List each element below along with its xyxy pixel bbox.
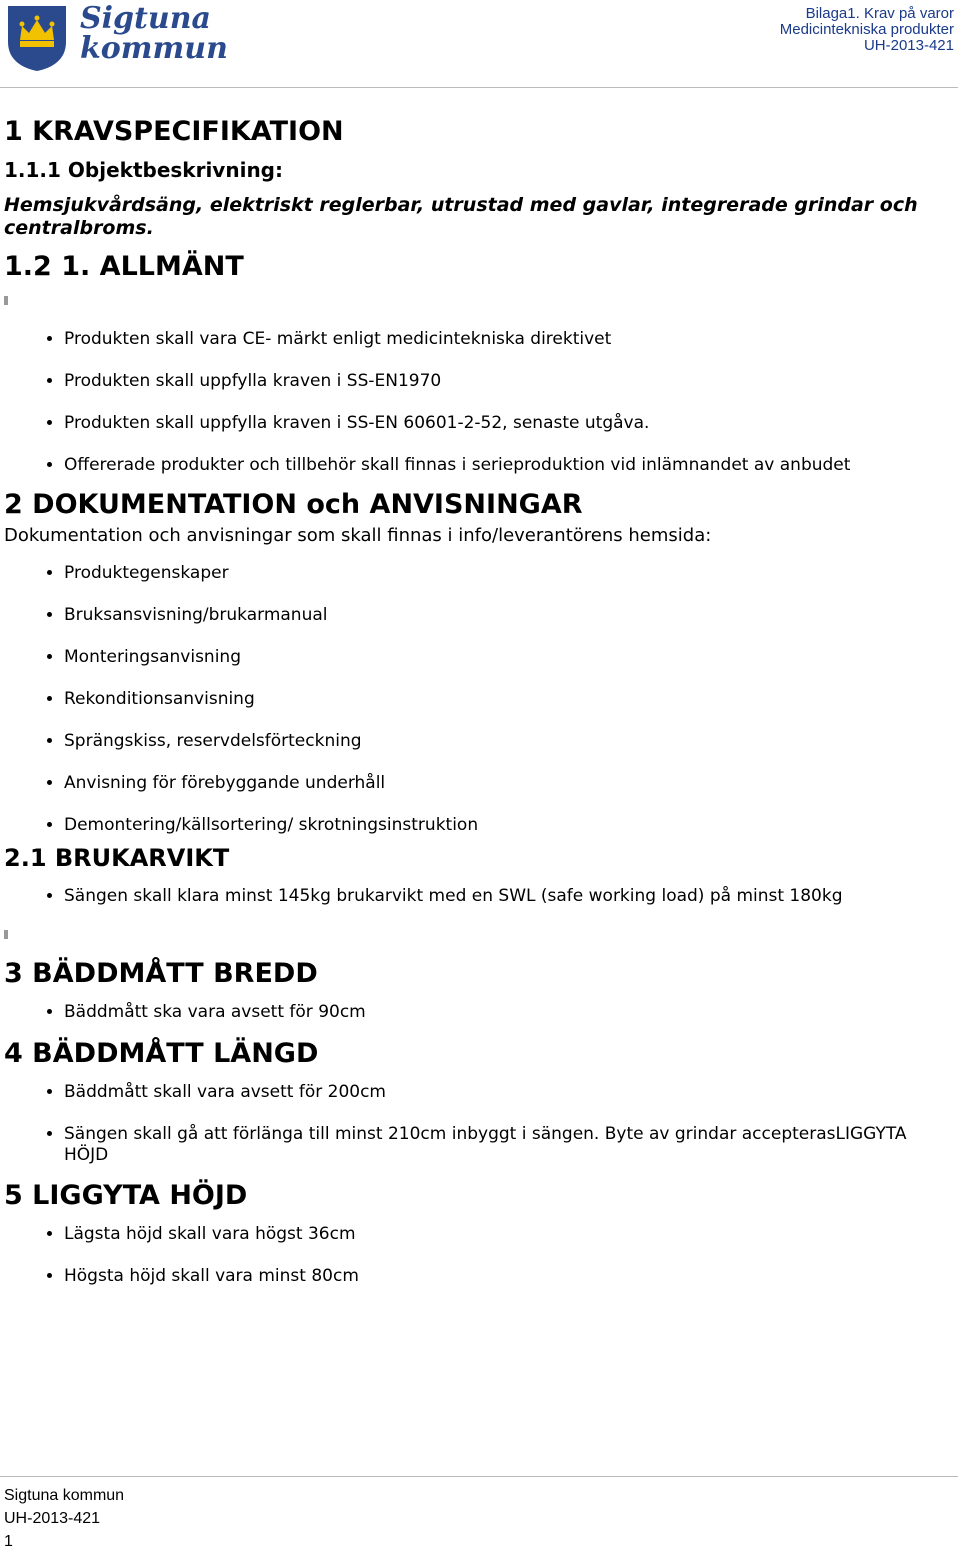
section-2-1-title: 2.1 BRUKARVIKT <box>4 844 230 872</box>
page-footer <box>4 1484 124 1553</box>
section-5-title: 5 LIGGYTA HÖJD <box>4 1180 248 1211</box>
list-item: • Produkten skall vara CE- märkt enligt medicintekniska direktivet <box>64 329 954 350</box>
section-4-title: 4 BÄDDMÅTT LÄNGD <box>4 1038 319 1069</box>
bed-length-list <box>4 1082 954 1166</box>
list-item: • Sängen skall klara minst 145kg brukarvikt med en SWL (safe working load) på minst 180kg <box>64 886 954 907</box>
list-item: • Produkten skall uppfylla kraven i SS-EN1970 <box>64 371 954 392</box>
list-item: • Bäddmått ska vara avsett för 90cm <box>64 1002 954 1023</box>
reference-number: UH-2013-421 <box>863 37 954 54</box>
section-1-title: 1 KRAVSPECIFIKATION <box>4 116 344 147</box>
list-item: • Produktegenskaper <box>64 563 954 584</box>
section-1-2-title: 1.2 1. ALLMÄNT <box>4 251 244 282</box>
footer-reference: UH-2013-421 <box>4 1510 101 1527</box>
list-item: • Sprängskiss, reservdelsförteckning <box>64 731 954 752</box>
product-category: Medicintekniska produkter <box>779 21 954 38</box>
bed-width-list <box>4 1002 954 1023</box>
list-item: • Sängen skall gå att förlänga till minst 210cm inbyggt i sängen. Byte av grindar accepterasLIGGYTA HÖJD <box>64 1124 954 1166</box>
logo-line-2: kommun <box>80 31 228 66</box>
document-body <box>4 100 954 1287</box>
logo-line-1: Sigtuna <box>80 1 211 36</box>
logo-wordmark <box>80 1 228 66</box>
page-number: 1 <box>4 1533 13 1550</box>
list-item: • Lägsta höjd skall vara högst 36cm <box>64 1224 954 1245</box>
surface-height-list <box>4 1224 954 1287</box>
sigtuna-kommun-logo <box>6 1 228 74</box>
list-item: • Högsta höjd skall vara minst 80cm <box>64 1266 954 1287</box>
section-1-1-1-title: 1.1.1 Objektbeskrivning: <box>4 158 283 182</box>
list-item: • Produkten skall uppfylla kraven i SS-EN 60601-2-52, senaste utgåva. <box>64 413 954 434</box>
section-2-intro: Dokumentation och anvisningar som skall finnas i info/leverantörens hemsida: <box>4 525 712 546</box>
list-item: • Demontering/källsortering/ skrotningsinstruktion <box>64 815 954 836</box>
list-item: • Bruksansvisning/brukarmanual <box>64 605 954 626</box>
section-3-title: 3 BÄDDMÅTT BREDD <box>4 958 318 989</box>
footer-organization: Sigtuna kommun <box>4 1487 125 1504</box>
list-item: • Rekonditionsanvisning <box>64 689 954 710</box>
document-reference-block <box>780 6 954 54</box>
page-header <box>0 0 960 88</box>
attachment-title: Bilaga1. Krav på varor <box>805 5 954 22</box>
list-item: • Monteringsanvisning <box>64 647 954 668</box>
header-divider <box>0 87 958 88</box>
anchor-marker <box>4 930 8 939</box>
footer-divider <box>0 1476 958 1477</box>
coat-of-arms-icon <box>6 4 68 72</box>
list-item: • Bäddmått skall vara avsett för 200cm <box>64 1082 954 1103</box>
general-requirements-list <box>4 329 954 476</box>
list-item: • Anvisning för förebyggande underhåll <box>64 773 954 794</box>
documentation-list <box>4 563 954 836</box>
list-item: • Offererade produkter och tillbehör skall finnas i serieproduktion vid inlämnandet av anbudet <box>64 455 954 476</box>
anchor-marker <box>4 296 8 305</box>
section-2-title: 2 DOKUMENTATION och ANVISNINGAR <box>4 489 583 520</box>
user-weight-list <box>4 886 954 907</box>
object-description: Hemsjukvårdsäng, elektriskt reglerbar, utrustad med gavlar, integrerade grindar och centralbroms. <box>4 194 918 239</box>
